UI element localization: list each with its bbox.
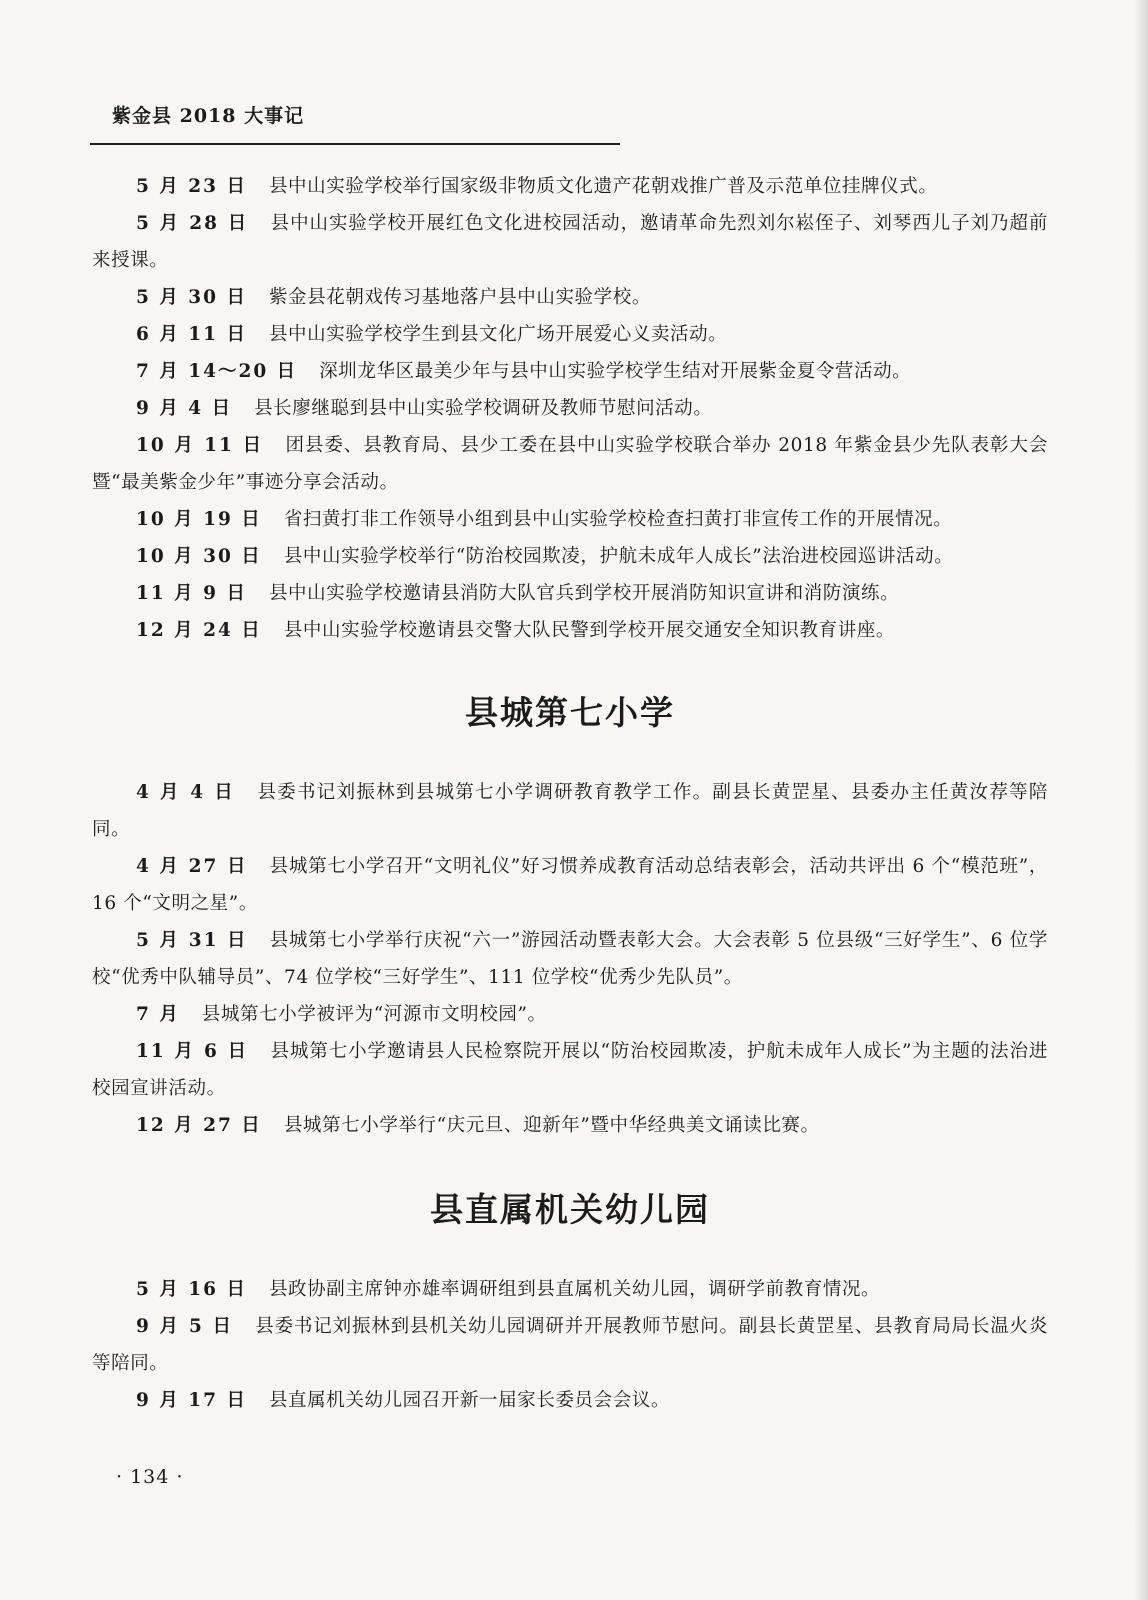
entry-date: 5 月 23 日 bbox=[136, 176, 247, 197]
entry-text: 县中山实验学校学生到县文化广场开展爱心义卖活动。 bbox=[268, 324, 728, 345]
entry-text: 县中山实验学校举行国家级非物质文化遗产花朝戏推广普及示范单位挂牌仪式。 bbox=[268, 176, 938, 197]
entry-date: 11 月 6 日 bbox=[136, 1041, 249, 1062]
entry-date: 9 月 4 日 bbox=[136, 398, 233, 419]
chronicle-entry bbox=[92, 1033, 1048, 1107]
chronicle-entry bbox=[92, 996, 1048, 1033]
chronicle-entry bbox=[92, 427, 1048, 501]
chronicle-entry bbox=[92, 279, 1048, 316]
entry-text: 省扫黄打非工作领导小组到县中山实验学校检查扫黄打非宣传工作的开展情况。 bbox=[283, 509, 953, 530]
entry-date: 10 月 19 日 bbox=[136, 509, 262, 530]
chronicle-entry bbox=[92, 1107, 1048, 1144]
entry-date: 6 月 11 日 bbox=[136, 324, 247, 345]
entry-date: 9 月 5 日 bbox=[136, 1316, 234, 1337]
entry-date: 7 月 bbox=[136, 1004, 180, 1025]
chronicle-entry bbox=[92, 501, 1048, 538]
entry-text: 团县委、县教育局、县少工委在县中山实验学校联合举办 2018 年紫金县少先队表彰大会暨“最美紫金少年”事迹分享会活动。 bbox=[92, 435, 1049, 493]
entry-text: 县长廖继聪到县中山实验学校调研及教师节慰问活动。 bbox=[254, 398, 713, 419]
entry-date: 12 月 24 日 bbox=[136, 620, 262, 641]
header-rule bbox=[90, 143, 620, 145]
entry-text: 县中山实验学校开展红色文化进校园活动，邀请革命先烈刘尔崧侄子、刘琴西儿子刘乃超前来授课。 bbox=[92, 213, 1048, 271]
entry-text: 县城第七小学邀请县人民检察院开展以“防治校园欺凌，护航未成年人成长”为主题的法治进校园宣讲活动。 bbox=[92, 1041, 1048, 1099]
entry-text: 县中山实验学校邀请县消防大队官兵到学校开展消防知识宣讲和消防演练。 bbox=[268, 583, 900, 604]
section-title-kindergarten: 县直属机关幼儿园 bbox=[430, 1190, 710, 1229]
entry-text: 县城第七小学举行“庆元旦、迎新年”暨中华经典美文诵读比赛。 bbox=[283, 1115, 820, 1136]
entry-text: 县中山实验学校邀请县交警大队民警到学校开展交通安全知识教育讲座。 bbox=[283, 620, 896, 641]
chronicle-entry bbox=[92, 316, 1048, 353]
chronicle-entry bbox=[92, 1308, 1048, 1382]
entry-date: 10 月 30 日 bbox=[136, 546, 262, 567]
page-number: · 134 · bbox=[116, 1466, 184, 1488]
entry-date: 7 月 14～20 日 bbox=[136, 361, 298, 382]
page-edge-shadow bbox=[1134, 0, 1148, 1600]
chronicle-entry bbox=[92, 390, 1048, 427]
entry-date: 9 月 17 日 bbox=[136, 1390, 247, 1411]
chronicle-entry bbox=[92, 1382, 1048, 1419]
page-body bbox=[92, 168, 1048, 1419]
section-title-seventh-primary: 县城第七小学 bbox=[465, 693, 675, 732]
entry-text: 县政协副主席钟亦雄率调研组到县直属机关幼儿园，调研学前教育情况。 bbox=[268, 1279, 881, 1300]
entry-date: 4 月 4 日 bbox=[136, 782, 236, 803]
chronicle-entry bbox=[92, 205, 1048, 279]
chronicle-entry bbox=[92, 1271, 1048, 1308]
chronicle-entry bbox=[92, 575, 1048, 612]
entry-text: 县委书记刘振林到县机关幼儿园调研并开展教师节慰问。副县长黄罡星、县教育局局长温火炎等陪同。 bbox=[92, 1316, 1048, 1374]
entry-text: 紫金县花朝戏传习基地落户县中山实验学校。 bbox=[268, 287, 651, 308]
entry-date: 5 月 16 日 bbox=[136, 1279, 247, 1300]
entry-text: 县中山实验学校举行“防治校园欺凌，护航未成年人成长”法治进校园巡讲活动。 bbox=[283, 546, 954, 567]
running-header-title: 紫金县 2018 大事记 bbox=[112, 105, 305, 127]
chronicle-entry bbox=[92, 538, 1048, 575]
entry-date: 5 月 31 日 bbox=[136, 930, 248, 951]
chronicle-entry bbox=[92, 774, 1048, 848]
entry-text: 县委书记刘振林到县城第七小学调研教育教学工作。副县长黄罡星、县委办主任黄汝荐等陪同。 bbox=[92, 782, 1048, 840]
chronicle-entry bbox=[92, 922, 1048, 996]
entry-date: 5 月 28 日 bbox=[136, 213, 249, 234]
entry-list-kindergarten bbox=[92, 1271, 1048, 1419]
entry-date: 12 月 27 日 bbox=[136, 1115, 262, 1136]
entry-date: 11 月 9 日 bbox=[136, 583, 247, 604]
entry-list-seventh-primary bbox=[92, 774, 1048, 1144]
entry-list-zhongshan bbox=[92, 168, 1048, 649]
entry-text: 深圳龙华区最美少年与县中山实验学校学生结对开展紫金夏令营活动。 bbox=[319, 361, 912, 382]
entry-text: 县城第七小学举行庆祝“六一”游园活动暨表彰大会。大会表彰 5 位县级“三好学生”、6 位学校“优秀中队辅导员”、74 位学校“三好学生”、111 位学校“优秀少先队员”。 bbox=[92, 930, 1048, 988]
chronicle-entry bbox=[92, 353, 1048, 390]
entry-text: 县直属机关幼儿园召开新一届家长委员会会议。 bbox=[268, 1390, 671, 1411]
entry-date: 5 月 30 日 bbox=[136, 287, 247, 308]
entry-text: 县城第七小学召开“文明礼仪”好习惯养成教育活动总结表彰会，活动共评出 6 个“模范班”，16 个“文明之星”。 bbox=[92, 856, 1048, 914]
chronicle-entry bbox=[92, 848, 1048, 922]
entry-date: 10 月 11 日 bbox=[136, 435, 264, 456]
chronicle-entry bbox=[92, 168, 1048, 205]
chronicle-entry bbox=[92, 612, 1048, 649]
entry-date: 4 月 27 日 bbox=[136, 856, 248, 877]
entry-text: 县城第七小学被评为“河源市文明校园”。 bbox=[201, 1004, 547, 1025]
